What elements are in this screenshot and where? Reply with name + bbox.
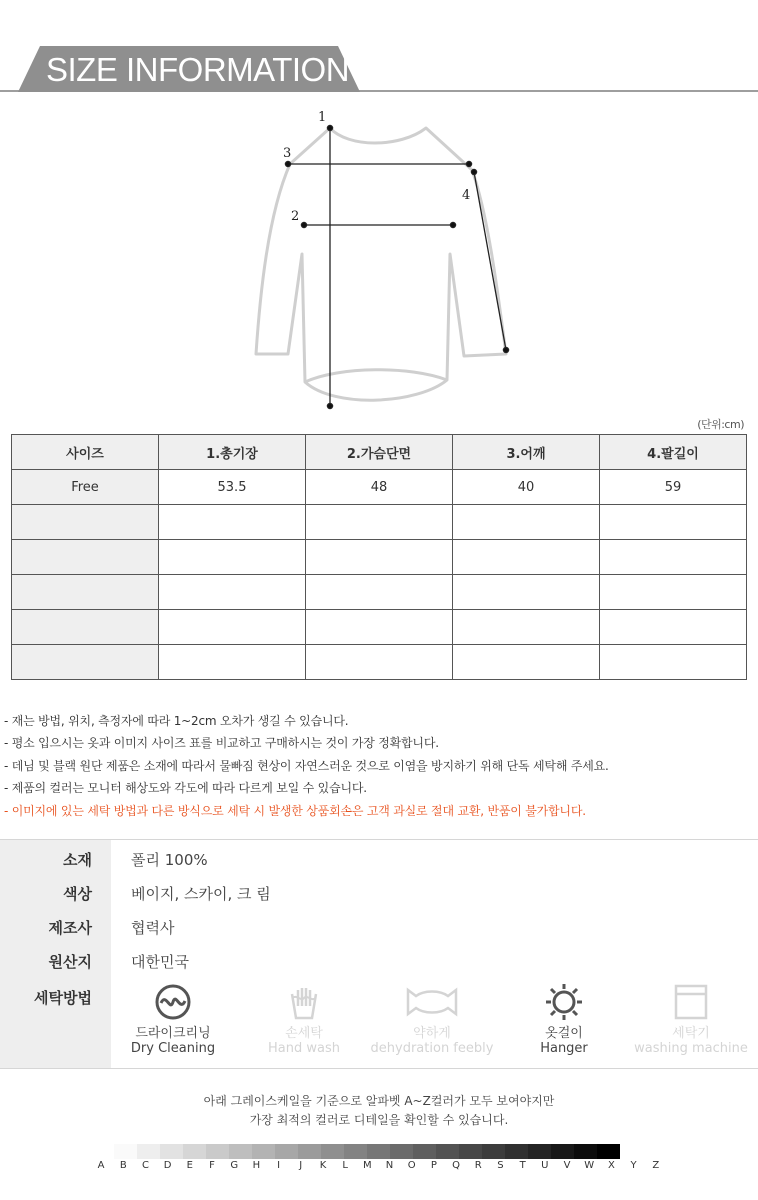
- table-row: [12, 505, 747, 540]
- table-cell: [12, 505, 159, 540]
- table-cell: [306, 540, 453, 575]
- header-chest-width: 2.가슴단면: [306, 435, 453, 470]
- table-row: [12, 540, 747, 575]
- care-washing-machine: [626, 982, 756, 1056]
- point-1-end-dot: [327, 403, 332, 408]
- care-dehydration: [367, 982, 497, 1056]
- table-cell: 40: [453, 470, 600, 505]
- info-row-material: [0, 843, 758, 873]
- maker-value: 협력사: [131, 919, 175, 937]
- grayscale-swatch: [413, 1144, 436, 1159]
- grayscale-swatch: [367, 1144, 390, 1159]
- grayscale-swatch: [160, 1144, 183, 1159]
- grayscale-swatch: [114, 1144, 137, 1159]
- material-value: 폴리 100%: [131, 851, 208, 869]
- table-cell: [453, 540, 600, 575]
- header-sleeve-length: 4.팔길이: [600, 435, 747, 470]
- point-4-dot: [471, 169, 476, 174]
- table-cell: 48: [306, 470, 453, 505]
- care-dry-cleaning: [108, 982, 238, 1056]
- grayscale-letter: V: [563, 1160, 571, 1171]
- table-cell: [12, 540, 159, 575]
- warning-notice: - 이미지에 있는 세탁 방법과 다른 방식으로 세탁 시 발생한 상품회손은 고객 과실로 절대 교환, 반품이 불가합니다.: [4, 803, 586, 818]
- care-en-label: Hand wash: [268, 1041, 340, 1056]
- grayscale-letter: L: [342, 1160, 348, 1171]
- color-label: 색상: [63, 885, 92, 903]
- notice-item: - 데님 및 블랙 원단 제품은 소재에 따라서 물빠짐 현상이 자연스러운 것으로 이염을 방지하기 위해 단독 세탁해 주세요.: [4, 758, 609, 773]
- table-cell: [159, 610, 306, 645]
- point-4-label: 4: [462, 188, 471, 203]
- grayscale-letter: E: [186, 1160, 193, 1171]
- garment-measurement-diagram: [250, 104, 520, 414]
- care-label: 세탁방법: [34, 989, 92, 1007]
- grayscale-letter: J: [299, 1160, 303, 1171]
- table-cell: [159, 540, 306, 575]
- grayscale-letter: U: [541, 1160, 549, 1171]
- dehydration-icon: [404, 982, 460, 1022]
- table-row: [12, 575, 747, 610]
- notice-item: - 평소 입으시는 옷과 이미지 사이즈 표를 비교하고 구매하시는 것이 가장 정확합니다.: [4, 736, 439, 751]
- size-table: [11, 434, 747, 680]
- size-table-header: [12, 435, 747, 470]
- grayscale-letter: X: [607, 1160, 615, 1171]
- hanger-icon: [544, 982, 584, 1022]
- care-ko-label: 세탁기: [672, 1026, 710, 1041]
- table-cell: Free: [12, 470, 159, 505]
- grayscale-note-line: 아래 그레이스케일을 기준으로 알파벳 A~Z컬러가 모두 보여야지만: [203, 1094, 555, 1108]
- grayscale-swatch: [482, 1144, 505, 1159]
- header-size: 사이즈: [12, 435, 159, 470]
- notice-item: - 재는 방법, 위치, 측정자에 따라 1~2cm 오차가 생길 수 있습니다.: [4, 714, 349, 728]
- unit-label: (단위:cm): [697, 418, 744, 431]
- care-hanger: [499, 982, 629, 1056]
- grayscale-swatch: [390, 1144, 413, 1159]
- header-shoulder: 3.어깨: [453, 435, 600, 470]
- table-cell: [600, 540, 747, 575]
- table-cell: [159, 575, 306, 610]
- point-1-label: 1: [318, 110, 327, 125]
- grayscale-swatch: [459, 1144, 482, 1159]
- grayscale-letter: G: [230, 1160, 239, 1171]
- grayscale-letter: B: [119, 1160, 127, 1171]
- point-2-end-dot: [450, 222, 455, 227]
- table-cell: [306, 575, 453, 610]
- grayscale-letter: S: [497, 1160, 504, 1171]
- table-cell: [12, 575, 159, 610]
- grayscale-swatch: [551, 1144, 574, 1159]
- grayscale-swatch: [252, 1144, 275, 1159]
- grayscale-swatch: [436, 1144, 459, 1159]
- grayscale-swatch: [597, 1144, 620, 1159]
- care-ko-label: 옷걸이: [545, 1026, 583, 1041]
- care-en-label: Hanger: [540, 1041, 588, 1056]
- grayscale-swatch: [229, 1144, 252, 1159]
- dry-cleaning-icon: [153, 982, 193, 1022]
- grayscale-swatch: [344, 1144, 367, 1159]
- info-row-origin: [0, 945, 758, 975]
- maker-label: 제조사: [48, 919, 92, 937]
- table-row: [12, 645, 747, 680]
- table-cell: [453, 610, 600, 645]
- grayscale-letter: W: [584, 1160, 595, 1171]
- color-value: 베이지, 스카이, 크 림: [131, 885, 271, 903]
- grayscale-letter: N: [385, 1160, 394, 1171]
- table-cell: [12, 645, 159, 680]
- grayscale-bar: [114, 1144, 620, 1159]
- point-1-dot: [327, 125, 332, 130]
- grayscale-letter: Z: [652, 1160, 660, 1171]
- info-row-maker: [0, 911, 758, 941]
- table-cell: [453, 645, 600, 680]
- table-cell: [306, 505, 453, 540]
- grayscale-swatch: [321, 1144, 344, 1159]
- banner-title: SIZE INFORMATION: [46, 51, 350, 88]
- table-cell: [453, 505, 600, 540]
- grayscale-note: [0, 1092, 758, 1130]
- grayscale-swatch: [298, 1144, 321, 1159]
- grayscale-letter: H: [252, 1160, 261, 1171]
- table-cell: [306, 610, 453, 645]
- table-row: [12, 470, 747, 505]
- origin-value: 대한민국: [131, 953, 189, 971]
- care-ko-label: 약하게: [413, 1026, 451, 1041]
- table-cell: [453, 575, 600, 610]
- grayscale-swatch: [528, 1144, 551, 1159]
- grayscale-letter: P: [430, 1160, 437, 1171]
- info-row-color: [0, 877, 758, 907]
- washing-machine-icon: [671, 982, 711, 1022]
- grayscale-letter: D: [163, 1160, 172, 1171]
- care-en-label: dehydration feebly: [370, 1041, 494, 1056]
- table-cell: [159, 645, 306, 680]
- notice-item: - 제품의 컬러는 모니터 해상도와 각도에 따라 다르게 보일 수 있습니다.: [4, 781, 367, 796]
- point-2-label: 2: [291, 209, 300, 224]
- grayscale-note-line: 가장 최적의 컬러로 디테일을 확인할 수 있습니다.: [249, 1113, 509, 1127]
- table-cell: [600, 610, 747, 645]
- care-en-label: Dry Cleaning: [130, 1041, 216, 1056]
- header-total-length: 1.총기장: [159, 435, 306, 470]
- grayscale-letter: M: [363, 1160, 372, 1171]
- table-cell: 53.5: [159, 470, 306, 505]
- grayscale-swatch: [505, 1144, 528, 1159]
- table-row: [12, 610, 747, 645]
- table-cell: [12, 610, 159, 645]
- care-ko-label: 드라이크리닝: [135, 1026, 211, 1041]
- point-3-label: 3: [283, 146, 292, 161]
- material-label: 소재: [63, 851, 92, 869]
- grayscale-swatch: [275, 1144, 298, 1159]
- garment-outline: [256, 128, 506, 400]
- grayscale-letter: T: [519, 1160, 526, 1171]
- care-en-label: washing machine: [634, 1041, 748, 1056]
- measure-lines: [285, 125, 508, 408]
- table-cell: [600, 645, 747, 680]
- grayscale-letter: I: [277, 1160, 281, 1171]
- grayscale-letter: O: [407, 1160, 416, 1171]
- grayscale-letter: F: [209, 1160, 215, 1171]
- grayscale-swatch: [574, 1144, 597, 1159]
- hand-wash-icon: [284, 982, 324, 1022]
- table-cell: [600, 505, 747, 540]
- point-4-end-dot: [503, 347, 508, 352]
- grayscale-swatch: [206, 1144, 229, 1159]
- table-cell: [306, 645, 453, 680]
- grayscale-letter: A: [97, 1160, 105, 1171]
- table-cell: 59: [600, 470, 747, 505]
- table-cell: [600, 575, 747, 610]
- grayscale-swatch: [183, 1144, 206, 1159]
- grayscale-letter: Q: [452, 1160, 461, 1171]
- grayscale-swatch: [137, 1144, 160, 1159]
- care-hand-wash: [239, 982, 369, 1056]
- notice-list: [4, 710, 754, 822]
- point-2-dot: [301, 222, 306, 227]
- grayscale-letter: Y: [630, 1160, 637, 1171]
- size-info-banner: [0, 46, 758, 92]
- point-3-end-dot: [466, 161, 471, 166]
- grayscale-letters: [90, 1160, 667, 1171]
- grayscale-letter: C: [141, 1160, 149, 1171]
- origin-label: 원산지: [48, 953, 92, 971]
- care-ko-label: 손세탁: [285, 1026, 323, 1041]
- grayscale-letter: K: [319, 1160, 327, 1171]
- point-3-dot: [285, 161, 290, 166]
- table-cell: [159, 505, 306, 540]
- grayscale-letter: R: [474, 1160, 482, 1171]
